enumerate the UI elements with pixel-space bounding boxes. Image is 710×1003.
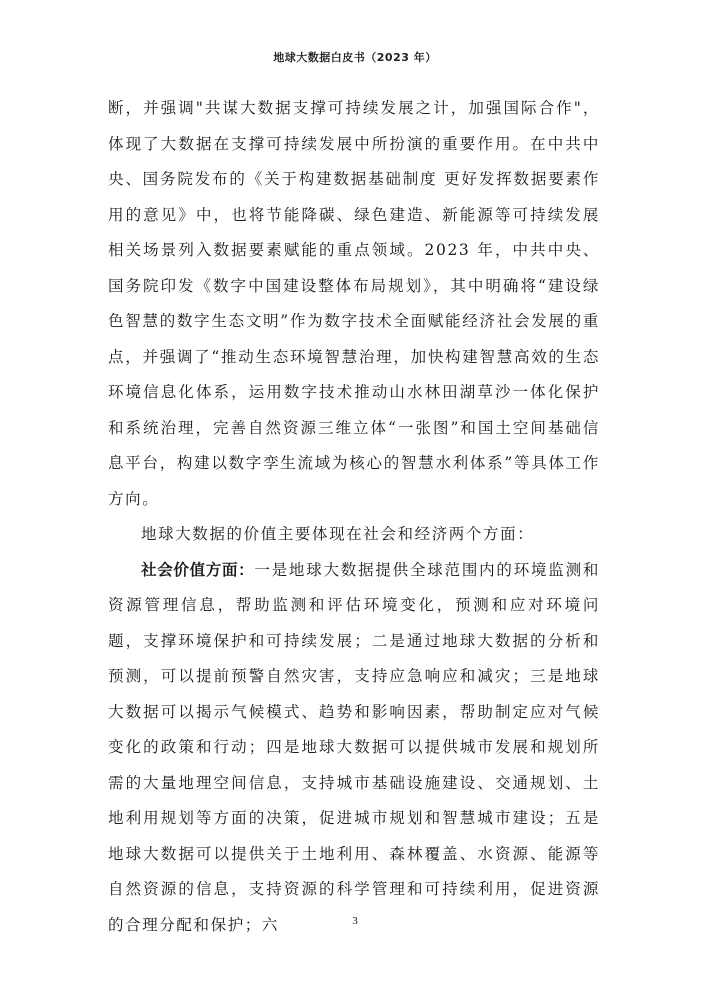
social-value-text: 一是地球大数据提供全球范围内的环境监测和资源管理信息，帮助监测和评估环境变化，预测和应对环境问题，支撑环境保护和可持续发展；二是通过地球大数据的分析和预测，可以提前预警自然灾害，支持应急响应和减灾；三是地球大数据可以揭示气候模式、趋势和影响因素，帮助制定应对气候变化的政策和行动；四是地球大数据可以提供城市发展和规划所需的大量地理空间信息，支持城市基础设施建设、交通规划、土地利用规划等方面的决策，促进城市规划和智慧城市建设；五是地球大数据可以提供关于土地利用、森林覆盖、水资源、能源等自然资源的信息，支持资源的科学管理和可持续利用，促进资源的合理分配和保护；六	[108, 560, 600, 934]
paragraph-continuation: 断，并强调"共谋大数据支撑可持续发展之计，加强国际合作"，体现了大数据在支撑可持续发展中所扮演的重要作用。在中共中央、国务院发布的《关于构建数据基础制度 更好发挥数据要素作用的意见》中，也将节能降碳、绿色建造、新能源等可持续发展相关场景列入数据要素赋能的重点领域。2023 年，中共中央、国务院印发《数字中国建设整体布局规划》，其中明确将“建设绿色智慧的数字生态文明”作为数字技术全面赋能经济社会发展的重点，并强调了“推动生态环境智慧治理，加快构建智慧高效的生态环境信息化体系，运用数字技术推动山水林田湖草沙一体化保护和系统治理，完善自然资源三维立体“一张图”和国土空间基础信息平台，构建以数字孪生流域为核心的智慧水利体系”等具体工作方向。	[108, 99, 600, 508]
paragraph-value-intro: 地球大数据的价值主要体现在社会和经济两个方面：	[141, 525, 535, 543]
page-header-title: 地球大数据白皮书（2023 年）	[273, 51, 437, 64]
social-value-heading: 社会价值方面：	[141, 560, 255, 579]
paragraph-social-value	[108, 553, 600, 944]
page-number: 3	[352, 915, 358, 927]
main-content	[108, 91, 600, 943]
